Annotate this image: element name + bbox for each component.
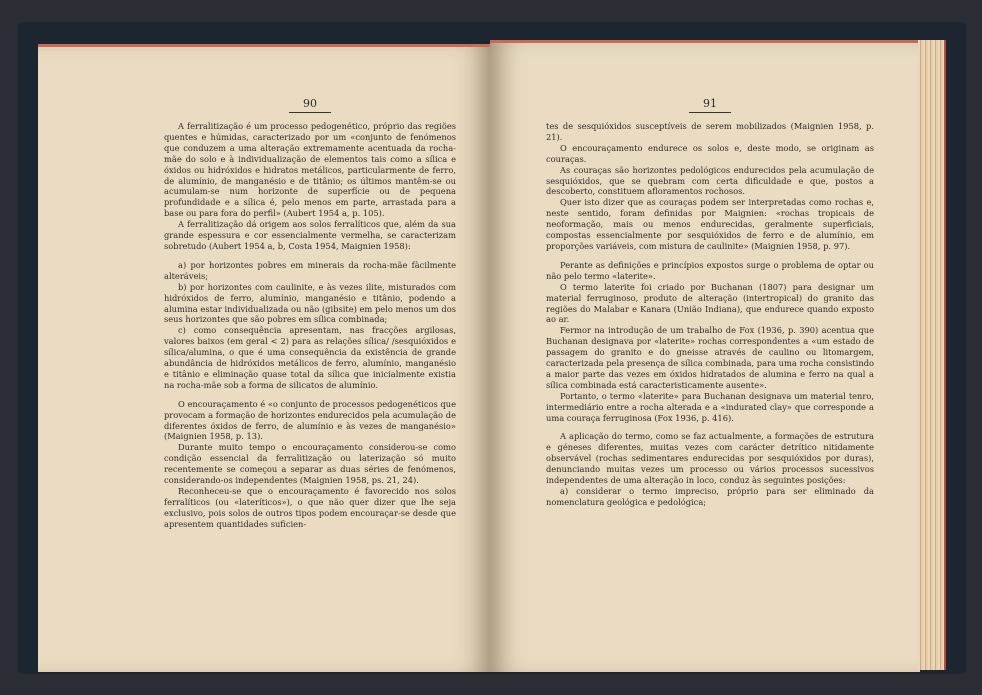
paragraph-item-a: a) por horizontes pobres em minerais da rocha-mãe fàcilmente alteráveis; [164, 259, 456, 281]
paragraph-portanto: Portanto, o termo «laterite» para Buchanan designava um material tenro, intermediário entre a rocha alterada e a «indurated clay» que corresponde a uma couraça ferruginosa (Fox 1936, p. 416). [546, 390, 874, 423]
right-page [490, 40, 920, 672]
paragraph-encouracamento: O encouraçamento é «o conjunto de processos pedogenéticos que provocam a formação de horizontes endurecidos pela acumulação de diferentes óxidos de ferro, de alumínio e às vezes de manganésio» (Maignien 1958, p. 13). [164, 398, 456, 442]
page-edges [918, 40, 946, 670]
paragraph-problema: Perante as definições e princípios expostos surge o problema de optar ou não pelo termo «laterite». [546, 259, 874, 281]
paragraph-maignien-def: Quer isto dizer que as couraças podem ser interpretadas como rochas e, neste sentido, foram definidas por Maignien: «rochas tropicais de neoformação, mais ou menos endurecidas, geralmente superficiais, compostas essencialmente por sesquióxidos de ferro e de alumínio, em proporções variáveis, com mistura de caulinite» (Maignien 1958, p. 97). [546, 197, 874, 251]
paragraph-item-a-right: a) considerar o termo impreciso, próprio para ser eliminado da nomenclatura geológica e pedológica; [546, 486, 874, 507]
paragraph-buchanan: O termo laterite foi criado por Buchanan (1807) para designar um material ferruginoso, produto de alteração (intertropical) do granito das regiões do Malabar e Kanara (União Indiana), que endurece quando exposto ao ar. [546, 281, 874, 325]
paragraph-reconheceu: Reconheceu-se que o encouraçamento é favorecido nos solos ferralíticos (ou «lateríticos»), o que não quer dizer que lhe seja exclusivo, pois solos de outros tipos podem encouraçar-se desde que apresentem quantidades suficien- [164, 486, 456, 529]
paragraph-aplicacao: A aplicação do termo, como se faz actualmente, a formações de estrutura e géneses diferentes, muitas vezes com carácter detrítico nitidamente observável (rochas sedimentares endurecidas por sesquióxidos por duras), denunciando muitas vezes um processo ou vários processos sucessivos independentes de uma alteração in loco, conduz às seguintes posições: [546, 431, 874, 486]
paragraph-couracas-def: As couraças são horizontes pedológicos endurecidos pela acumulação de sesquióxidos, que se quebram com certa dificuldade e que, postos a descoberto, constituem afloramentos rochosos. [546, 164, 874, 197]
paragraph-ferralitizacao: A ferralitização é um processo pedogenético, próprio das regiões quentes e húmidas, caracterizado por um «conjunto de fenómenos que conduzem a uma alteração extremamente acentuada da rocha-mãe do solo e à individualização de elementos tais como a sílica e óxidos ou hidróxidos e hidratos metálicos, particularmente de ferro, de alumínio, de manganésio e de titânio; os últimos mantêm-se ou acumulam-se num horizonte de superfície ou de pequena profundidade e a sílica é, pelo menos em parte, arrastada para a base ou para fora do perfil» (Aubert 1954 a, p. 105). [164, 121, 456, 219]
paragraph-solos-ferraliticos: A ferralitização dá origem aos solos ferralíticos que, além da sua grande espessura e cor essencialmente vermelha, se caracterizam sobretudo (Aubert 1954 a, b, Costa 1954, Maignien 1958): [164, 219, 456, 251]
paragraph-continuation: tes de sesquióxidos susceptíveis de serem mobilizados (Maignien 1958, p. 21). [546, 121, 874, 142]
paragraph-fermor: Fermor na introdução de um trabalho de Fox (1936, p. 390) acentua que Buchanan designava por «laterite» rochas correspondentes a «um estado de passagem do granito e do gneisse através de caulino ou litomargem, caracterizada pela presença de sílica combinada, para uma rocha consistindo a maior parte das vezes em óxidos hidratados de alumina e ferro na qual a sílica combinada está caracteristicamente ausente». [546, 325, 874, 390]
paragraph-item-c: c) como consequência apresentam, nas fracções argilosas, valores baixos (em geral < 2) para as relações sílica/ /sesquióxidos e sílica/alumina, o que é uma consequência da existência de grande abundância de hidróxidos metálicos de ferro, alumínio, manganésio e titânio e eliminação quase total da sílica que inicialmente existia na rocha-mãe sob a forma de silicatos de alumínio. [164, 325, 456, 390]
paragraph-item-b: b) por horizontes com caulinite, e às vezes ilite, misturados com hidróxidos de ferro, alumínio, manganésio e titânio, podendo a alumina estar individualizada ou não (gibsite) em pelo menos um dos seus horizontes que são pobres em sílica combinada; [164, 281, 456, 325]
paragraph-durante: Durante muito tempo o encouraçamento considerou-se como condição essencial da ferralitização ou laterização só muito recentemente se começou a separar as duas séries de fenómenos, considerando-os independentes (Maignien 1958, ps. 21, 24). [164, 442, 456, 486]
left-page [38, 44, 490, 672]
page-number-left: 90 [164, 97, 456, 113]
paragraph-couracas-origin: O encouraçamento endurece os solos e, deste modo, se originam as couraças. [546, 142, 874, 164]
page-number-right: 91 [546, 97, 874, 113]
